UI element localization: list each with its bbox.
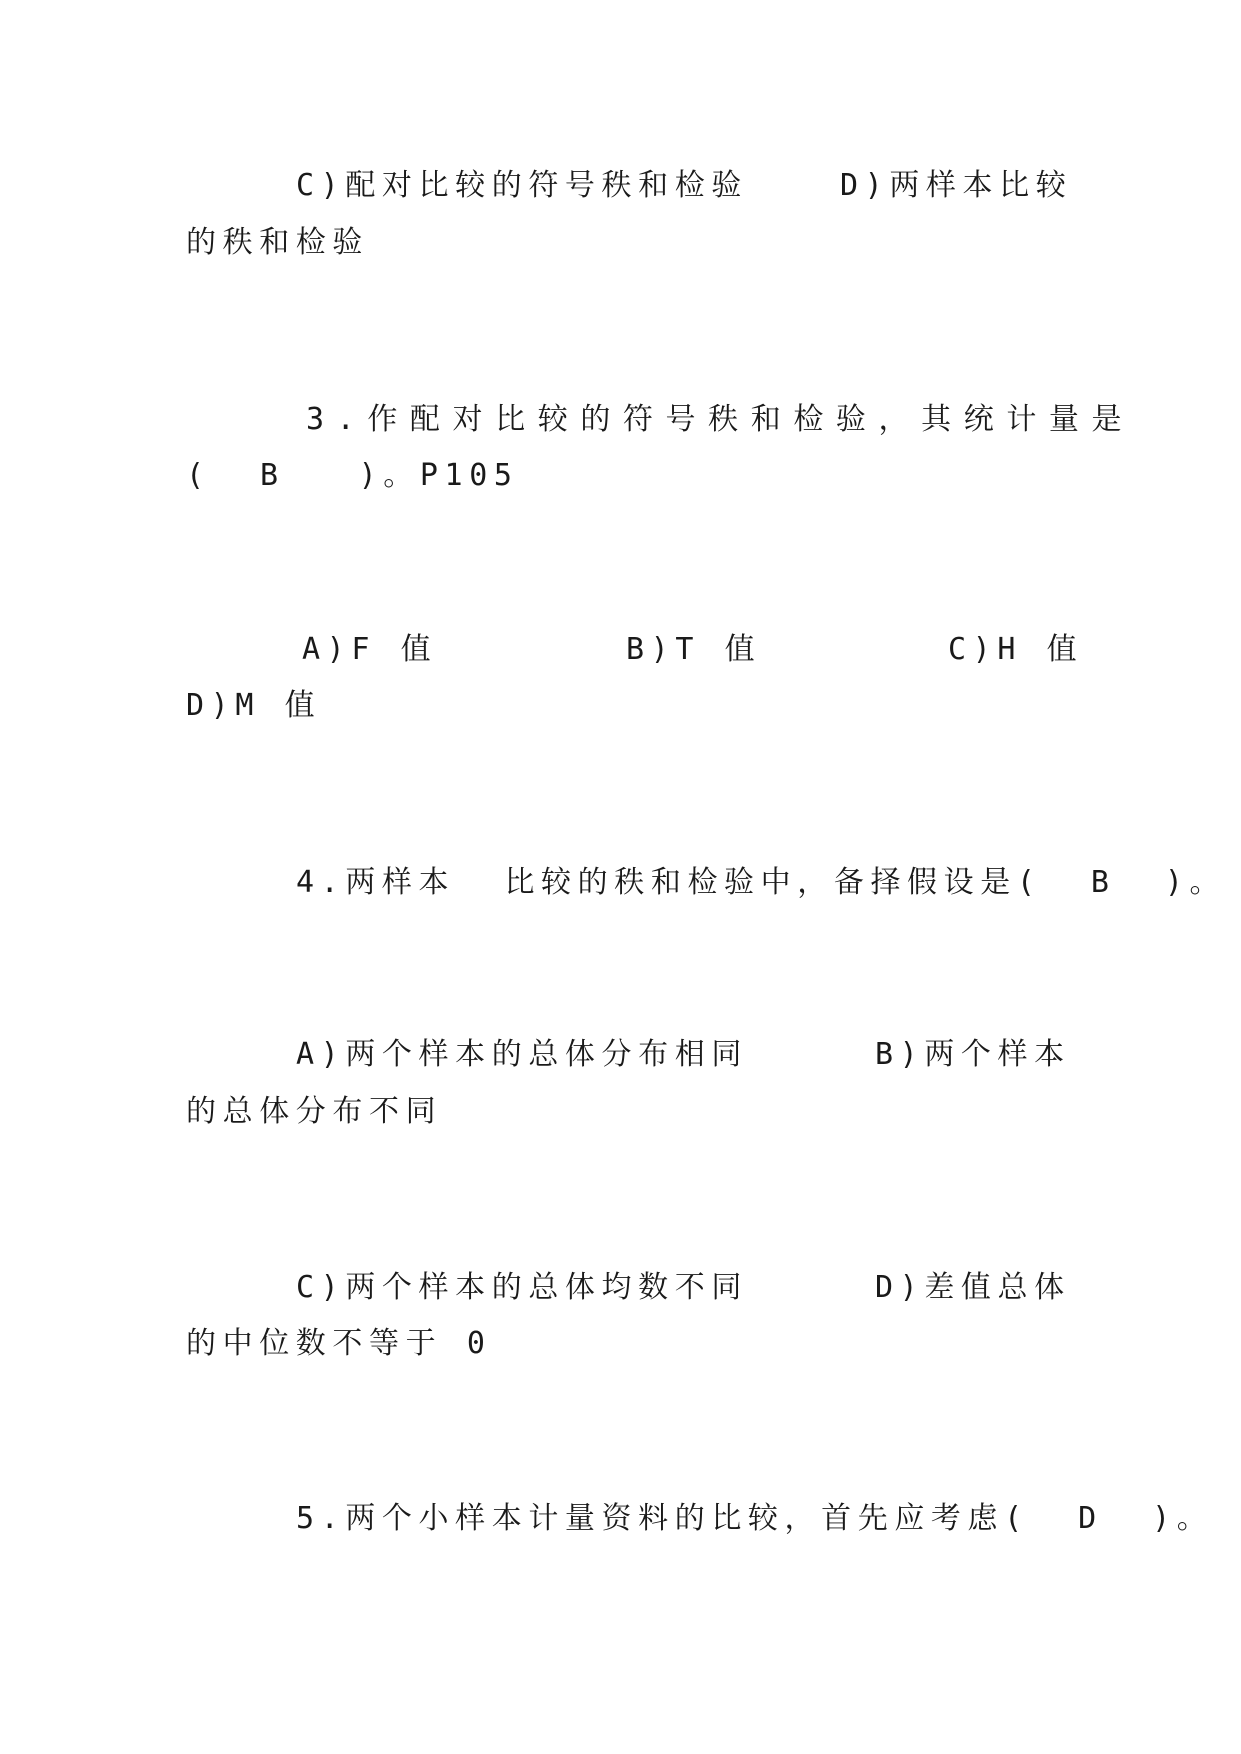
q4-option-b: B)两个样本 — [875, 1037, 1071, 1072]
q3-option-c: C)H 值 — [948, 632, 1084, 667]
q3-stem: 3.作配对比较的符号秩和检验，其统计量是 — [306, 402, 1135, 437]
q3-option-d: D)M 值 — [186, 688, 322, 723]
q4-option-c: C)两个样本的总体均数不同 — [296, 1270, 748, 1305]
q3-option-b: B)T 值 — [626, 632, 762, 667]
q3-option-a: A)F 值 — [302, 632, 438, 667]
q5-stem: 5.两个小样本计量资料的比较，首先应考虑( D )。 — [296, 1501, 1214, 1536]
q4-stem: 4.两样本 比较的秩和检验中，备择假设是( B )。 — [296, 865, 1227, 900]
q4-option-d-continued: 的中位数不等于 0 — [186, 1326, 492, 1361]
q3-stem-answer: ( B )。P105 — [186, 458, 519, 493]
q4-option-d: D)差值总体 — [875, 1270, 1071, 1305]
q4-option-b-continued: 的总体分布不同 — [186, 1094, 443, 1129]
q2-option-c: C)配对比较的符号秩和检验 — [296, 168, 748, 203]
q4-option-a: A)两个样本的总体分布相同 — [296, 1037, 748, 1072]
q2-option-d-continued: 的秩和检验 — [186, 225, 369, 260]
q2-option-d: D)两样本比较 — [840, 168, 1073, 203]
